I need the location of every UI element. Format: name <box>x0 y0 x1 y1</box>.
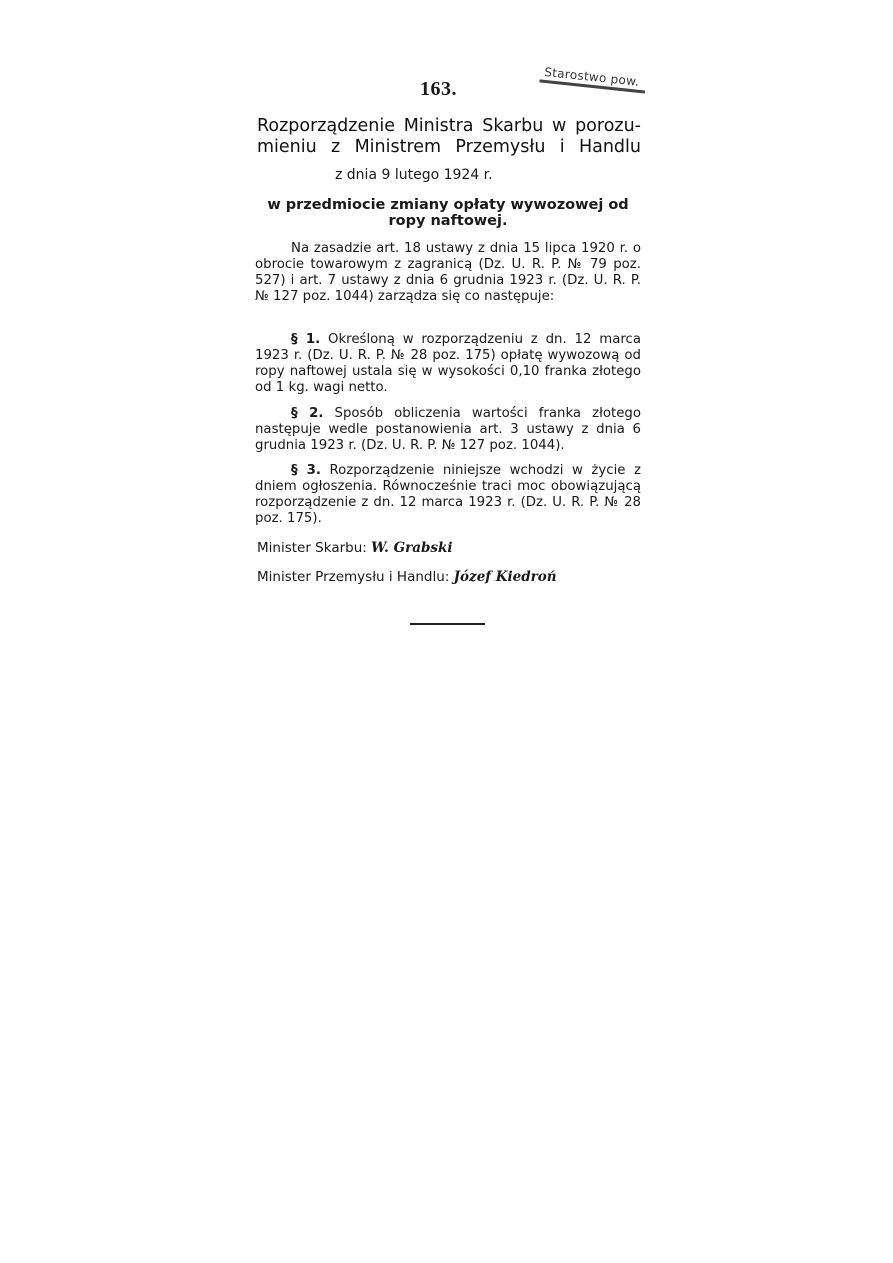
paragraph-text: Określoną w rozporządzeniu z dn. 12 marca 1923 r. (Dz. U. R. P. № 28 poz. 175) opłatę wywozową od ropy naftowej ustala się w wysokości 0,10 franka złotego od 1 kg. wagi netto. <box>255 332 641 395</box>
paragraph-sign: § 1. <box>291 332 321 347</box>
signature-name: W. Grabski <box>371 540 453 556</box>
paragraph-1 <box>255 332 641 396</box>
signature-name: Józef Kiedroń <box>453 569 557 585</box>
page-number: 163. <box>420 78 457 100</box>
paragraph-sign: § 3. <box>291 463 321 478</box>
signature-role: Minister Skarbu: <box>257 540 367 556</box>
signature-line <box>257 540 453 556</box>
intro-paragraph <box>255 241 641 305</box>
signature-role: Minister Przemysłu i Handlu: <box>257 569 450 585</box>
document-date: z dnia 9 lutego 1924 r. <box>335 167 493 183</box>
title-line-2: mieniu z Ministrem Przemysłu i Handlu <box>257 137 641 157</box>
intro-text: Na zasadzie art. 18 ustawy z dnia 15 lipca 1920 r. o obrocie towarowym z zagranicą (Dz. U. R. P. № 79 poz. 527) i art. 7 ustawy z dnia 6 grudnia 1923 r. (Dz. U. R. P. № 127 poz. 1044) zarządza się co następuje: <box>255 241 641 304</box>
title-line-1: Rozporządzenie Ministra Skarbu w porozu- <box>257 116 641 136</box>
document-title <box>257 116 641 158</box>
paragraph-3 <box>255 463 641 527</box>
paragraph-text: Sposób obliczenia wartości franka złotego następuje wedle postanowienia art. 3 ustawy z dnia 6 grudnia 1923 r. (Dz. U. R. P. № 127 poz. 1044). <box>255 406 641 453</box>
closing-rule <box>410 623 485 625</box>
paragraph-text: Rozporządzenie niniejsze wchodzi w życie z dniem ogłoszenia. Równocześnie traci moc obowiązującą rozporządzenie z dn. 12 marca 1923 r. (Dz. U. R. P. № 28 poz. 175). <box>255 463 641 526</box>
subject-line-2: ropy naftowej. <box>388 213 508 229</box>
signature-line <box>257 569 557 585</box>
document-subject <box>255 197 641 229</box>
office-stamp: Starostwo pow. <box>539 65 646 94</box>
subject-line-1: w przedmiocie zmiany opłaty wywozowej od <box>267 197 629 213</box>
paragraph-sign: § 2. <box>291 406 324 421</box>
paragraph-2 <box>255 406 641 454</box>
